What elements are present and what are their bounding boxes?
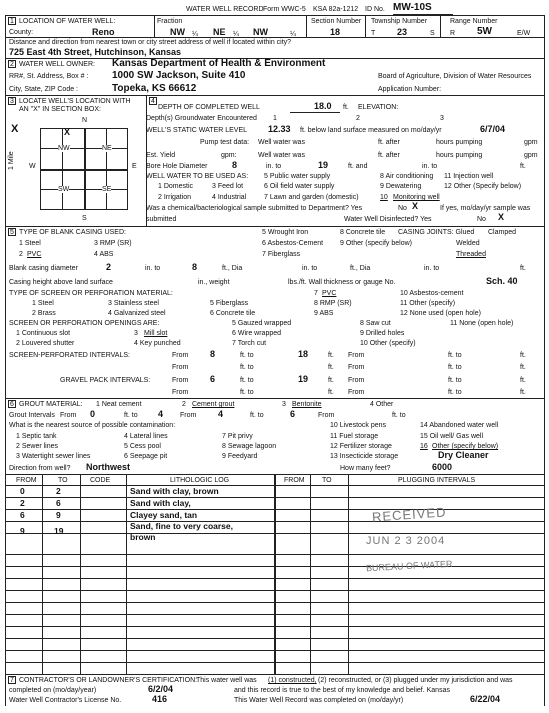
casing-wrought: 5 Wrought Iron	[262, 229, 309, 236]
contam-other: Other (specify below)	[432, 443, 499, 450]
plug-from-header: FROM	[284, 477, 305, 484]
cert-text-2: (2) reconstructed, or (3) plugged under my jurisdiction and was	[318, 677, 513, 684]
city-state-zip-label: City, State, ZIP Code :	[9, 86, 78, 93]
log-description: Sand with clay, brown	[130, 486, 219, 496]
grout-cement-num: 2	[182, 401, 186, 408]
range-ew: E/W	[517, 30, 531, 37]
log-description: Sand, fine to very coarse,	[130, 521, 233, 531]
range-label: Range Number	[450, 18, 498, 25]
gpi-from-2: From	[348, 377, 365, 384]
form-number: Form WWC-5	[263, 6, 306, 13]
owner-value: Kansas Department of Health & Environment	[112, 58, 326, 69]
opening-gauzed: 5 Gauzed wrapped	[232, 320, 292, 327]
log-to: 19	[54, 526, 64, 536]
elevation-label: ELEVATION:	[358, 104, 399, 111]
contam-sewer: 2 Sewer lines	[16, 443, 59, 450]
mile-label: 1 Mile	[8, 151, 15, 170]
casing-diameter-label: Blank casing diameter	[9, 265, 78, 272]
spi-ft-to-4: ft. to	[448, 364, 462, 371]
gi-to-value: 4	[158, 409, 164, 419]
bore-in-to: in. to	[266, 163, 282, 170]
pump-test-label: Pump test data:	[200, 139, 250, 146]
casing-rmp: 3 RMP (SR)	[94, 240, 132, 247]
opening-key: 4 Key punched	[134, 340, 181, 347]
casing-abs: 4 ABS	[94, 251, 114, 258]
gpi-ft-to-4: ft. to	[448, 389, 462, 396]
fraction-2: NE	[213, 27, 226, 37]
compass-e: E	[132, 163, 137, 170]
use-lawn: 7 Lawn and garden (domestic)	[264, 194, 359, 201]
disinfected-label: Water Well Disinfected? Yes	[344, 216, 432, 223]
contamination-label: What is the nearest source of possible contamination:	[9, 422, 176, 429]
spi-ft-3: ft.	[328, 364, 334, 371]
screen-steel: 1 Steel	[32, 300, 54, 307]
section-number-5: 5	[10, 229, 14, 236]
disinfected-no: No	[477, 216, 486, 223]
log-description: Sand with clay,	[130, 498, 191, 508]
lithologic-log-header: LITHOLOGIC LOG	[170, 477, 230, 484]
grout-cement: Cement grout	[192, 401, 235, 408]
fraction-3: NW	[253, 27, 268, 37]
grout-other: 4 Other	[370, 401, 394, 408]
use-dewatering: 9 Dewatering	[380, 183, 422, 190]
range-r: R	[450, 30, 456, 37]
screen-intervals-label: SCREEN-PERFORATED INTERVALS:	[9, 352, 130, 359]
township-value: 23	[397, 27, 408, 37]
use-label: WELL WATER TO BE USED AS:	[146, 173, 249, 180]
contam-seepage: 6 Seepage pit	[124, 453, 168, 460]
screen-rmp: 8 RMP (SR)	[314, 300, 352, 307]
certification-label: CONTRACTOR'S OR LANDOWNER'S CERTIFICATION:	[19, 677, 198, 684]
gi-from-3: From	[318, 412, 335, 419]
plugging-intervals-header: PLUGGING INTERVALS	[398, 477, 476, 484]
use-domestic: 1 Domestic	[158, 183, 194, 190]
casing-ft-dia: ft., Dia	[222, 265, 243, 272]
log-from: 0	[20, 486, 25, 496]
casing-ft-dia-2: ft., Dia	[350, 265, 371, 272]
gw-2: 2	[356, 115, 360, 122]
static-level-value: 12.33	[268, 124, 291, 134]
received-stamp	[352, 506, 482, 586]
spi-from: From	[172, 352, 189, 359]
use-monitoring: Monitoring well	[393, 194, 440, 201]
log-to: 6	[56, 498, 61, 508]
contam-oil-gas: 15 Oil well/ Gas well	[420, 433, 484, 440]
screen-abs: 9 ABS	[314, 310, 334, 317]
spi-ft-2: ft.	[520, 352, 526, 359]
casing-diameter-value: 2	[106, 262, 112, 272]
use-public: 5 Public water supply	[264, 173, 331, 180]
contam-insecticide: 13 Insecticide storage	[330, 453, 399, 460]
use-air: 8 Air conditioning	[380, 173, 434, 180]
casing-steel: 1 Steel	[19, 240, 41, 247]
county-label: County:	[9, 29, 34, 36]
spi-ft: ft.	[328, 352, 334, 359]
bore-in-to-2: in. to	[422, 163, 438, 170]
wall-thickness-value: Sch. 40	[486, 276, 518, 286]
locate-label-1: LOCATE WELL'S LOCATION WITH	[19, 98, 131, 105]
township-s: S	[430, 30, 435, 37]
joint-welded: Welded	[456, 240, 480, 247]
spi-from-3: From	[172, 364, 189, 371]
form-title: WATER WELL RECORD	[186, 6, 264, 13]
grout-label: GROUT MATERIAL:	[19, 401, 83, 408]
depth-ft: ft.	[343, 104, 349, 111]
gpi-ft-to: ft. to	[240, 377, 254, 384]
section-number-4: 4	[151, 98, 155, 105]
gpi-from-3: From	[172, 389, 189, 396]
wall-thickness-label: lbs./ft. Wall thickness or gauge No.	[288, 279, 396, 286]
log-to-header: TO	[58, 477, 68, 484]
location-x-mark: X	[11, 123, 19, 135]
feet-label: How many feet?	[340, 465, 391, 472]
yield-well-water: Well water was	[258, 152, 305, 159]
casing-ft: ft.	[520, 265, 526, 272]
opening-drilled: 9 Drilled holes	[360, 330, 405, 337]
bore-label: Bore Hole Diameter	[146, 163, 208, 170]
log-code-header: CODE	[90, 477, 111, 484]
joint-threaded: Threaded	[456, 251, 486, 258]
screen-none: 12 None used (open hole)	[400, 310, 481, 317]
grout-bentonite-num: 3	[282, 401, 286, 408]
grid-x-mark: X	[64, 127, 71, 137]
disinfected-x: X	[498, 212, 505, 222]
depth-value: 18.0	[314, 101, 332, 111]
joint-clamped: Clamped	[488, 229, 517, 236]
casing-pvc-num: 2	[19, 251, 23, 258]
gw-3: 3	[440, 115, 444, 122]
contam-privy: 7 Pit privy	[222, 433, 253, 440]
grout-neat: 1 Neat cement	[96, 401, 142, 408]
spi-ft-to: ft. to	[240, 352, 254, 359]
yield-gpm: gpm:	[221, 152, 237, 159]
contam-watertight: 3 Watertight sewer lines	[16, 453, 91, 460]
pump-gpm: gpm	[524, 139, 538, 146]
log-from: 2	[20, 498, 25, 508]
casing-joints: CASING JOINTS: Glued	[398, 229, 475, 236]
contam-abandoned: 14 Abandoned water well	[420, 422, 499, 429]
casing-fiberglass: 7 Fiberglass	[262, 251, 301, 258]
cert-text-1: This water well was	[196, 677, 257, 684]
casing-to-value: 8	[192, 262, 198, 272]
chem-no: No	[398, 205, 407, 212]
log-from: 9	[20, 526, 25, 536]
screen-pvc-num: 7	[314, 290, 318, 297]
grid-nw: NW	[58, 145, 70, 152]
contam-other-value: Dry Cleaner	[438, 450, 489, 460]
opening-louvered: 2 Louvered shutter	[16, 340, 75, 347]
grid-se: SE	[102, 186, 112, 193]
screen-asbestos: 10 Asbestos-cement	[400, 290, 464, 297]
contam-lagoon: 8 Sewage lagoon	[222, 443, 277, 450]
plug-to-header: TO	[322, 477, 332, 484]
casing-concrete: 8 Concrete tile	[340, 229, 386, 236]
screen-galvanized: 4 Galvanized steel	[108, 310, 166, 317]
opening-mill: Mill slot	[144, 330, 168, 337]
groundwater-label: Depth(s) Groundwater Encountered	[146, 115, 257, 122]
gpi-from-value: 6	[210, 374, 216, 384]
use-feedlot: 3 Feed lot	[212, 183, 244, 190]
screen-concrete: 6 Concrete tile	[210, 310, 256, 317]
casing-weight: in., weight	[198, 279, 230, 286]
license-value: 416	[152, 694, 168, 704]
spi-ft-to-2: ft. to	[448, 352, 462, 359]
contam-fertilizer: 12 Fertilizer storage	[330, 443, 392, 450]
depth-label: DEPTH OF COMPLETED WELL	[158, 104, 260, 111]
chem-x: X	[412, 201, 419, 211]
opening-torch: 7 Torch cut	[232, 340, 267, 347]
section-number-label: Section Number	[311, 18, 362, 25]
grid-sw: SW	[58, 186, 70, 193]
ksa-ref: KSA 82a-1212	[313, 6, 359, 13]
log-to: 2	[56, 486, 61, 496]
contam-fuel: 11 Fuel storage	[330, 433, 379, 440]
bore-ft-and: ft. and	[348, 163, 368, 170]
section-number-6: 6	[10, 401, 14, 408]
section-value: 18	[330, 27, 341, 37]
gi-from-value-2: 4	[218, 409, 224, 419]
gi-ft-to-3: ft. to	[392, 412, 406, 419]
quarter-1: ¼	[192, 31, 198, 38]
screen-brass: 2 Brass	[32, 310, 56, 317]
completed-label: completed on (mo/day/year)	[9, 687, 97, 694]
yield-label: Est. Yield	[146, 152, 176, 159]
casing-in-to-3: in. to	[424, 265, 440, 272]
pump-well-water: Well water was	[258, 139, 305, 146]
gi-to-value-2: 6	[290, 409, 296, 419]
gpi-ft-2: ft.	[520, 377, 526, 384]
locate-label-2: AN "X" IN SECTION BOX:	[19, 106, 101, 113]
direction-value: Northwest	[86, 462, 131, 472]
log-description-cont: brown	[130, 532, 156, 542]
section-number-1: 1	[10, 18, 14, 25]
stamp-date: JUN 2 3 2004	[366, 535, 446, 547]
county-value: Reno	[92, 27, 115, 37]
gpi-ft-to-3: ft. to	[240, 389, 254, 396]
use-monitoring-num: 10	[380, 194, 388, 201]
spi-ft-to-3: ft. to	[240, 364, 254, 371]
section-number-7: 7	[10, 677, 14, 684]
screen-other: 11 Other (specify)	[400, 300, 456, 307]
stamp-bureau: BUREAU OF WATER	[365, 558, 453, 574]
spi-ft-4: ft.	[520, 364, 526, 371]
use-injection: 11 Injection well	[444, 173, 494, 180]
use-oilfield: 6 Oil field water supply	[264, 183, 335, 190]
static-level-date: 6/7/04	[480, 124, 506, 134]
gpi-ft-to-2: ft. to	[448, 377, 462, 384]
bore-to-value: 19	[318, 160, 329, 170]
casing-type-label: TYPE OF BLANK CASING USED:	[19, 229, 126, 236]
id-label: ID No.	[365, 6, 385, 13]
casing-asbestos: 6 Asbestos-Cement	[262, 240, 324, 247]
chem-label: Was a chemical/bacteriological sample submitted to Department? Yes	[146, 205, 363, 212]
yield-hours: hours pumping	[436, 152, 483, 159]
screen-type-label: TYPE OF SCREEN OR PERFORATION MATERIAL:	[9, 290, 173, 297]
gpi-ft-3: ft.	[328, 389, 334, 396]
gw-1: 1	[273, 115, 277, 122]
casing-other: 9 Other (specify below)	[340, 240, 412, 247]
gpi-ft: ft.	[328, 377, 334, 384]
contam-livestock: 10 Livestock pens	[330, 422, 387, 429]
gpi-from: From	[172, 377, 189, 384]
direction-label: Direction from well?	[9, 465, 71, 472]
gi-ft-to-2: ft. to	[250, 412, 264, 419]
spi-to-value: 18	[298, 349, 309, 359]
application-number-label: Application Number:	[378, 86, 442, 93]
owner-address: 1000 SW Jackson, Suite 410	[112, 70, 246, 81]
grout-bentonite: Bentonite	[292, 401, 322, 408]
quarter-3: ¼	[290, 31, 296, 38]
fraction-label: Fraction	[157, 18, 183, 25]
distance-label: Distance and direction from nearest town or city street address of well if located within city?	[9, 39, 292, 46]
compass-n: N	[82, 117, 88, 124]
cert-text-3: and this record is true to the best of my knowledge and belief. Kansas	[234, 687, 450, 694]
township-label: Township Number	[371, 18, 428, 25]
address-value: 725 East 4th Street, Hutchinson, Kansas	[9, 47, 182, 57]
static-level-label: WELL'S STATIC WATER LEVEL	[146, 127, 248, 134]
compass-s: S	[82, 215, 87, 222]
log-from-header: FROM	[16, 477, 37, 484]
gravel-pack-label: GRAVEL PACK INTERVALS:	[60, 377, 151, 384]
gi-from-2: From	[180, 412, 197, 419]
gi-ft-to: ft. to	[124, 412, 138, 419]
casing-pvc: PVC	[27, 251, 42, 258]
contam-lateral: 4 Lateral lines	[124, 433, 168, 440]
opening-none: 11 None (open hole)	[450, 320, 514, 327]
log-from: 6	[20, 510, 25, 520]
fraction-1: NW	[170, 27, 185, 37]
contam-feedyard: 9 Feedyard	[222, 453, 258, 460]
location-label: LOCATION OF WATER WELL:	[19, 18, 116, 25]
casing-in-to: in. to	[145, 265, 161, 272]
contam-septic: 1 Septic tank	[16, 433, 57, 440]
bore-value: 8	[232, 160, 238, 170]
owner-label: WATER WELL OWNER:	[19, 61, 95, 68]
contam-cess: 5 Cess pool	[124, 443, 161, 450]
quarter-2: ¼	[233, 31, 239, 38]
use-other: 12 Other (Specify below)	[444, 183, 522, 190]
record-completed-label: This Water Well Record was completed on (mo/day/yr)	[234, 697, 404, 704]
address-label: RR#, St. Address, Box # :	[9, 73, 89, 80]
submitted-label: submitted	[146, 216, 177, 223]
use-industrial: 4 Industrial	[212, 194, 247, 201]
pump-ft-after: ft. after	[378, 139, 400, 146]
yield-ft-after: ft. after	[378, 152, 400, 159]
township-t: T	[371, 30, 376, 37]
stamp-received: RECEIVED	[371, 504, 447, 525]
record-date: 6/22/04	[470, 694, 501, 704]
screen-stainless: 3 Stainless steel	[108, 300, 159, 307]
casing-height-label: Casing height above land surface	[9, 279, 113, 286]
license-label: Water Well Contractor's License No.	[9, 697, 122, 704]
completed-date: 6/2/04	[148, 684, 174, 694]
cert-constructed: (1) constructed,	[268, 677, 317, 684]
screen-fiberglass: 5 Fiberglass	[210, 300, 249, 307]
screen-pvc: PVC	[322, 290, 337, 297]
id-value: MW-10S	[393, 2, 432, 13]
static-level-desc: ft. below land surface measured on mo/day/yr	[300, 127, 442, 134]
use-irrigation: 2 Irrigation	[158, 194, 192, 201]
spi-from-value: 8	[210, 349, 216, 359]
opening-other: 10 Other (specify)	[360, 340, 416, 347]
log-to: 9	[56, 510, 61, 520]
gpi-ft-4: ft.	[520, 389, 526, 396]
gpi-from-4: From	[348, 389, 365, 396]
board-label: Board of Agriculture, Division of Water Resources	[378, 73, 532, 80]
spi-from-4: From	[348, 364, 365, 371]
owner-city: Topeka, KS 66612	[112, 83, 197, 94]
contam-other-num: 16	[420, 443, 428, 450]
openings-label: SCREEN OR PERFORATION OPENINGS ARE:	[9, 320, 160, 327]
casing-in-to-2: in. to	[302, 265, 318, 272]
log-description: Clayey sand, tan	[130, 510, 198, 520]
feet-value: 6000	[432, 462, 453, 472]
gi-from-value: 0	[90, 409, 96, 419]
grout-intervals-label: Grout Intervals	[9, 412, 55, 419]
gpi-to-value: 19	[298, 374, 309, 384]
section-number-2: 2	[10, 61, 14, 68]
bore-ft: ft.	[520, 163, 526, 170]
opening-continuous: 1 Continuous slot	[16, 330, 71, 337]
opening-wire: 6 Wire wrapped	[232, 330, 282, 337]
section-number-3: 3	[10, 98, 14, 105]
range-value: 5W	[477, 26, 492, 37]
spi-from-2: From	[348, 352, 365, 359]
opening-mill-num: 3	[134, 330, 138, 337]
pump-hours: hours pumping	[436, 139, 483, 146]
chem-if-yes: If yes, mo/day/yr sample was	[440, 205, 531, 212]
gi-from: From	[60, 412, 77, 419]
yield-gpm-2: gpm	[524, 152, 538, 159]
opening-saw: 8 Saw cut	[360, 320, 391, 327]
grid-ne: NE	[102, 145, 112, 152]
compass-w: W	[29, 163, 36, 170]
